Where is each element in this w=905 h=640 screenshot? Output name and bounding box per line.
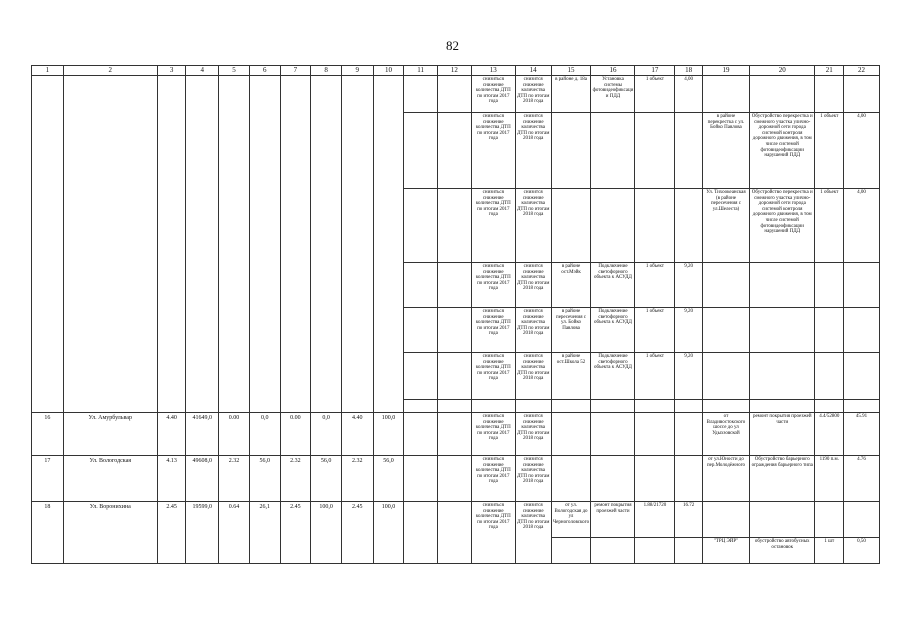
- measure-cell: Подключение светофорного объекта к АСУДД: [591, 353, 635, 400]
- length-cell: 4.13: [157, 456, 186, 502]
- area-cell: 49608,0: [186, 456, 219, 502]
- header-cell: 2: [63, 66, 157, 76]
- volume-cell: 1 объект: [635, 308, 675, 353]
- value-cell: 0.00: [219, 413, 250, 456]
- area-cell: 19599,0: [186, 502, 219, 564]
- header-cell: 16: [591, 66, 635, 76]
- header-cell: 22: [844, 66, 880, 76]
- empty-cell: [750, 353, 815, 400]
- effect-2017-cell: снизиться снижение количества ДТП по итогам 2017 года: [471, 263, 515, 308]
- empty-cell: [551, 538, 591, 564]
- empty-cell: [404, 308, 438, 353]
- header-cell: 8: [311, 66, 342, 76]
- header-cell: 6: [249, 66, 280, 76]
- row-number: 17: [32, 456, 64, 502]
- effect-2018-cell: снизится снижение количества ДТП по итогам 2018 года: [515, 76, 551, 113]
- empty-cell: [815, 400, 844, 413]
- location-cell: в районе ост.Школа 52: [551, 353, 591, 400]
- header-cell: 14: [515, 66, 551, 76]
- location-cell: от ул.Юности до пер.Молодёжного: [702, 456, 749, 502]
- measure-cell: ремонт покрытия проезжей части: [750, 413, 815, 456]
- measure-cell: Установка системы фотовидеофиксации ПДД: [591, 76, 635, 113]
- effect-2018-cell: снизится снижение количества ДТП по итогам 2018 года: [515, 113, 551, 189]
- cost-cell: 4,00: [844, 189, 880, 263]
- effect-2018-cell: снизится снижение количества ДТП по итогам 2018 года: [515, 413, 551, 456]
- cost-cell: 9,20: [675, 308, 703, 353]
- street-name: Ул. Вологодская: [63, 456, 157, 502]
- header-cell: 7: [280, 66, 311, 76]
- volume-cell: 1 объект: [815, 189, 844, 263]
- empty-cell: [750, 76, 815, 113]
- street-name: Ул. Амурбульвар: [63, 413, 157, 456]
- empty-cell: [844, 353, 880, 400]
- effect-2017-cell: снизиться снижение количества ДТП по итогам 2017 года: [471, 502, 515, 564]
- table-row: [32, 502, 880, 538]
- location-cell: в районе пересечения с ул. Бойко Павлова: [551, 308, 591, 353]
- effect-2017-cell: снизиться снижение количества ДТП по итогам 2017 года: [471, 353, 515, 400]
- empty-cell: [635, 189, 675, 263]
- location-cell: Ул. Тихоокеанская (в районе пересечения с ул.Шелеста): [702, 189, 749, 263]
- empty-cell: [404, 76, 438, 113]
- row-number: 16: [32, 413, 64, 456]
- empty-cell: [404, 502, 438, 564]
- location-cell: в районе перекрестка с ул. Бойко Павлова: [702, 113, 749, 189]
- value-cell: 2.32: [219, 456, 250, 502]
- value-cell: 56,0: [249, 456, 280, 502]
- header-cell: 10: [373, 66, 404, 76]
- table-row: [32, 413, 880, 456]
- effect-2018-cell: снизится снижение количества ДТП по итогам 2018 года: [515, 189, 551, 263]
- empty-cell: [635, 413, 675, 456]
- empty-cell: [844, 263, 880, 308]
- volume-cell: 4.4/52800: [815, 413, 844, 456]
- empty-cell: [675, 113, 703, 189]
- empty-cell: [311, 76, 342, 413]
- empty-cell: [186, 76, 219, 413]
- empty-cell: [844, 308, 880, 353]
- cost-cell: 4.76: [844, 456, 880, 502]
- volume-cell: 1190 п.м.: [815, 456, 844, 502]
- empty-cell: [675, 413, 703, 456]
- cost-cell: 16.72: [675, 502, 703, 538]
- value-cell: 0,0: [311, 413, 342, 456]
- location-cell: в районе ост.Мэйк: [551, 263, 591, 308]
- header-cell: 21: [815, 66, 844, 76]
- empty-cell: [404, 353, 438, 400]
- empty-cell: [551, 456, 591, 502]
- measure-cell: Подключение светофорного объекта к АСУДД: [591, 263, 635, 308]
- empty-cell: [551, 189, 591, 263]
- header-cell: 18: [675, 66, 703, 76]
- effect-2017-cell: снизиться снижение количества ДТП по итогам 2017 года: [471, 413, 515, 456]
- measure-cell: ремонт покрытия проезжей части: [591, 502, 635, 538]
- effect-2017-cell: снизиться снижение количества ДТП по итогам 2017 года: [471, 189, 515, 263]
- empty-cell: [219, 76, 250, 413]
- empty-cell: [249, 76, 280, 413]
- empty-cell: [591, 456, 635, 502]
- empty-cell: [635, 400, 675, 413]
- empty-cell: [438, 456, 472, 502]
- area-cell: 41649,0: [186, 413, 219, 456]
- empty-cell: [815, 263, 844, 308]
- header-cell: 5: [219, 66, 250, 76]
- value-cell: 100,0: [373, 502, 404, 564]
- empty-cell: [750, 400, 815, 413]
- volume-cell: 1 объект: [635, 353, 675, 400]
- street-name: Ул. Воронихина: [63, 502, 157, 564]
- effect-2018-cell: снизится снижение количества ДТП по итогам 2018 года: [515, 456, 551, 502]
- empty-cell: [635, 538, 675, 564]
- cost-cell: 4,00: [844, 113, 880, 189]
- empty-cell: [404, 113, 438, 189]
- measure-cell: Обустройство перекрестка и смежного участка улично-дорожной сети города системой контроля дорожного движения, в том числе системой фотовидеофиксации нарушений ПДД: [750, 189, 815, 263]
- empty-cell: [438, 113, 472, 189]
- measure-cell: Обустройство барьерного ограждения барьерного типа: [750, 456, 815, 502]
- value-cell: 56,0: [373, 456, 404, 502]
- empty-cell: [438, 400, 472, 413]
- value-cell: 2.45: [280, 502, 311, 564]
- empty-cell: [471, 400, 515, 413]
- empty-cell: [702, 400, 749, 413]
- empty-cell: [591, 413, 635, 456]
- cost-cell: 0,50: [844, 538, 880, 564]
- volume-cell: 1 объект: [635, 263, 675, 308]
- empty-cell: [373, 76, 404, 413]
- empty-cell: [341, 76, 373, 413]
- empty-cell: [702, 76, 749, 113]
- empty-cell: [750, 502, 815, 538]
- header-row: [32, 66, 880, 76]
- effect-2017-cell: снизиться снижение количества ДТП по итогам 2017 года: [471, 113, 515, 189]
- cost-cell: 4,00: [675, 76, 703, 113]
- value-cell: 100,0: [311, 502, 342, 564]
- empty-cell: [438, 413, 472, 456]
- empty-cell: [844, 76, 880, 113]
- empty-cell: [675, 538, 703, 564]
- header-cell: 11: [404, 66, 438, 76]
- table-row: [32, 76, 880, 113]
- header-cell: 3: [157, 66, 186, 76]
- empty-cell: [591, 400, 635, 413]
- cost-cell: 9,20: [675, 353, 703, 400]
- empty-cell: [702, 263, 749, 308]
- header-cell: 20: [750, 66, 815, 76]
- empty-cell: [404, 189, 438, 263]
- effect-2017-cell: снизиться снижение количества ДТП по итогам 2017 года: [471, 76, 515, 113]
- volume-cell: 1.88/21720: [635, 502, 675, 538]
- location-cell: от Владивостокского шоссе до ул Удыхзовской: [702, 413, 749, 456]
- cost-cell: 9,20: [675, 263, 703, 308]
- empty-cell: [438, 308, 472, 353]
- empty-cell: [438, 76, 472, 113]
- empty-cell: [551, 400, 591, 413]
- header-cell: 19: [702, 66, 749, 76]
- empty-cell: [675, 189, 703, 263]
- effect-2017-cell: снизиться снижение количества ДТП по итогам 2017 года: [471, 308, 515, 353]
- measure-cell: Подключение светофорного объекта к АСУДД: [591, 308, 635, 353]
- empty-cell: [591, 113, 635, 189]
- effect-2017-cell: снизиться снижение количества ДТП по итогам 2017 года: [471, 456, 515, 502]
- empty-cell: [815, 502, 844, 538]
- length-cell: 4.40: [157, 413, 186, 456]
- location-cell: от ул. Вологодская до ул Черноголовского: [551, 502, 591, 538]
- empty-cell: [750, 308, 815, 353]
- empty-cell: [675, 400, 703, 413]
- effect-2018-cell: снизится снижение количества ДТП по итогам 2018 года: [515, 308, 551, 353]
- measure-cell: Обустройство перекрестка и смежного участка улично-дорожной сети города системой контроля дорожного движения, в том числе системой фотовидеофиксации нарушений ПДД: [750, 113, 815, 189]
- empty-cell: [591, 189, 635, 263]
- data-table: [31, 65, 880, 564]
- value-cell: 2.32: [341, 456, 373, 502]
- value-cell: 0,0: [249, 413, 280, 456]
- measure-cell: обустройство автобусных остановок: [750, 538, 815, 564]
- value-cell: 56,0: [311, 456, 342, 502]
- value-cell: 100,0: [373, 413, 404, 456]
- value-cell: 26,1: [249, 502, 280, 564]
- location-cell: в районе д. 18а: [551, 76, 591, 113]
- header-cell: 15: [551, 66, 591, 76]
- empty-cell: [63, 76, 157, 413]
- value-cell: 0.64: [219, 502, 250, 564]
- empty-cell: [815, 76, 844, 113]
- empty-cell: [815, 308, 844, 353]
- empty-cell: [591, 538, 635, 564]
- empty-cell: [675, 456, 703, 502]
- header-cell: 17: [635, 66, 675, 76]
- empty-cell: [551, 413, 591, 456]
- header-cell: 1: [32, 66, 64, 76]
- row-number: 18: [32, 502, 64, 564]
- effect-2018-cell: снизится снижение количества ДТП по итогам 2018 года: [515, 263, 551, 308]
- empty-cell: [815, 353, 844, 400]
- volume-cell: 1 объект: [635, 76, 675, 113]
- table-row: [32, 456, 880, 502]
- empty-cell: [635, 113, 675, 189]
- empty-cell: [438, 353, 472, 400]
- effect-2018-cell: снизится снижение количества ДТП по итогам 2018 года: [515, 353, 551, 400]
- header-cell: 13: [471, 66, 515, 76]
- header-cell: 4: [186, 66, 219, 76]
- empty-cell: [404, 263, 438, 308]
- empty-cell: [32, 76, 64, 413]
- empty-cell: [635, 456, 675, 502]
- empty-cell: [844, 400, 880, 413]
- empty-cell: [702, 353, 749, 400]
- empty-cell: [438, 189, 472, 263]
- header-cell: 9: [341, 66, 373, 76]
- value-cell: 2.45: [341, 502, 373, 564]
- empty-cell: [404, 456, 438, 502]
- empty-cell: [280, 76, 311, 413]
- length-cell: 2.45: [157, 502, 186, 564]
- empty-cell: [404, 400, 438, 413]
- empty-cell: [404, 413, 438, 456]
- volume-cell: 1 шт: [815, 538, 844, 564]
- empty-cell: [750, 263, 815, 308]
- empty-cell: [702, 308, 749, 353]
- value-cell: 2.32: [280, 456, 311, 502]
- empty-cell: [515, 400, 551, 413]
- volume-cell: 1 объект: [815, 113, 844, 189]
- empty-cell: [438, 263, 472, 308]
- empty-cell: [438, 502, 472, 564]
- value-cell: 0.00: [280, 413, 311, 456]
- header-cell: 12: [438, 66, 472, 76]
- empty-cell: [551, 113, 591, 189]
- effect-2018-cell: снизится снижение количества ДТП по итогам 2018 года: [515, 502, 551, 564]
- empty-cell: [844, 502, 880, 538]
- page-number: 82: [446, 38, 459, 53]
- value-cell: 4.40: [341, 413, 373, 456]
- location-cell: "ТРЦ ЭЙР": [702, 538, 749, 564]
- empty-cell: [157, 76, 186, 413]
- cost-cell: 45.91: [844, 413, 880, 456]
- empty-cell: [702, 502, 749, 538]
